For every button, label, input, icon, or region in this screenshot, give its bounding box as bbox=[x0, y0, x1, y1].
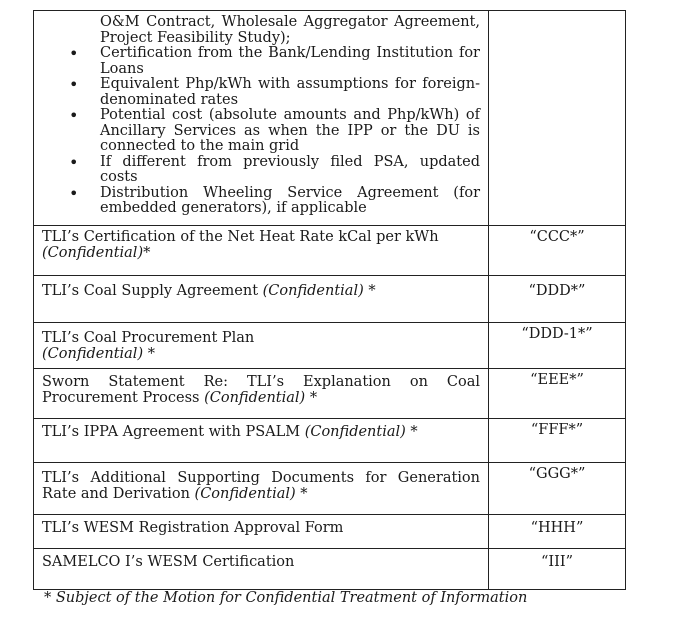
document-title: SAMELCO I’s WESM Certification bbox=[42, 554, 295, 570]
bullet-list bbox=[42, 46, 480, 217]
list-item: • If different from previously filed PSA, updated costs bbox=[69, 152, 480, 185]
document-cell bbox=[34, 419, 489, 463]
annex-label: “III” bbox=[489, 549, 626, 590]
confidential-note: (Confidential) * bbox=[304, 424, 418, 440]
document-title: TLI’s IPPA Agreement with PSALM bbox=[42, 424, 301, 440]
bullet-icon: • bbox=[69, 75, 79, 94]
bullet-icon: • bbox=[69, 152, 79, 172]
table-row bbox=[34, 515, 626, 549]
document-title: TLI’s Coal Procurement Plan bbox=[42, 330, 255, 346]
annex-label: “GGG*” bbox=[489, 463, 626, 515]
table-row bbox=[34, 369, 626, 419]
document-cell bbox=[34, 226, 489, 276]
bullet-icon: • bbox=[69, 106, 79, 125]
confidential-note: (Confidential) * bbox=[194, 485, 308, 502]
list-item: • Potential cost (absolute amounts and Php/kWh) of Ancillary Services as when the IPP or the DU is connected to the main grid bbox=[69, 106, 480, 154]
document-title: TLI’s Coal Supply Agreement bbox=[42, 283, 259, 299]
confidential-note: (Confidential)* bbox=[42, 244, 151, 261]
confidential-note: (Confidential) * bbox=[42, 345, 155, 362]
list-item: • Certification from the Bank/Lending Institution for Loans bbox=[69, 44, 480, 77]
document-title: TLI’s Additional Supporting Documents for Generation Rate and Derivation bbox=[42, 470, 480, 502]
table-row bbox=[34, 419, 626, 463]
bullet-icon: • bbox=[69, 183, 79, 203]
annex-label: “FFF*” bbox=[489, 419, 626, 463]
table-row bbox=[34, 549, 626, 590]
annex-label: “EEE*” bbox=[489, 369, 626, 419]
list-item: • Equivalent Php/kWh with assumptions for foreign-denominated rates bbox=[69, 75, 480, 108]
document-title: TLI’s WESM Registration Approval Form bbox=[42, 520, 344, 536]
annex-label: “CCC*” bbox=[489, 226, 626, 276]
table-row-continuation bbox=[34, 11, 626, 226]
document-title: Sworn Statement Re: TLI’s Explanation on Coal Procurement Process bbox=[42, 374, 480, 406]
annex-label: “HHH” bbox=[489, 515, 626, 549]
annex-cell bbox=[489, 11, 626, 226]
document-cell bbox=[34, 549, 489, 590]
document-cell bbox=[34, 463, 489, 515]
document-cell bbox=[34, 276, 489, 323]
bullet-icon: • bbox=[69, 44, 79, 63]
annex-table bbox=[33, 10, 626, 590]
annex-label: “DDD*” bbox=[489, 276, 626, 323]
table-row bbox=[34, 323, 626, 369]
table-row bbox=[34, 226, 626, 276]
document-cell bbox=[34, 11, 489, 226]
list-item: • Distribution Wheeling Service Agreement (for embedded generators), if applicable bbox=[69, 183, 480, 216]
confidential-note: (Confidential) * bbox=[262, 283, 376, 299]
table-row bbox=[34, 463, 626, 515]
annex-label: “DDD-1*” bbox=[489, 323, 626, 369]
confidential-note: (Confidential) * bbox=[204, 389, 318, 406]
table-row bbox=[34, 276, 626, 323]
footnote: * Subject of the Motion for Confidential Treatment of Information bbox=[44, 590, 528, 606]
document-title: TLI’s Certification of the Net Heat Rate kCal per kWh bbox=[42, 229, 439, 245]
document-cell bbox=[34, 369, 489, 419]
continuation-text: O&M Contract, Wholesale Aggregator Agreement, Project Feasibility Study); bbox=[100, 14, 480, 46]
document-cell bbox=[34, 515, 489, 549]
document-cell bbox=[34, 323, 489, 369]
